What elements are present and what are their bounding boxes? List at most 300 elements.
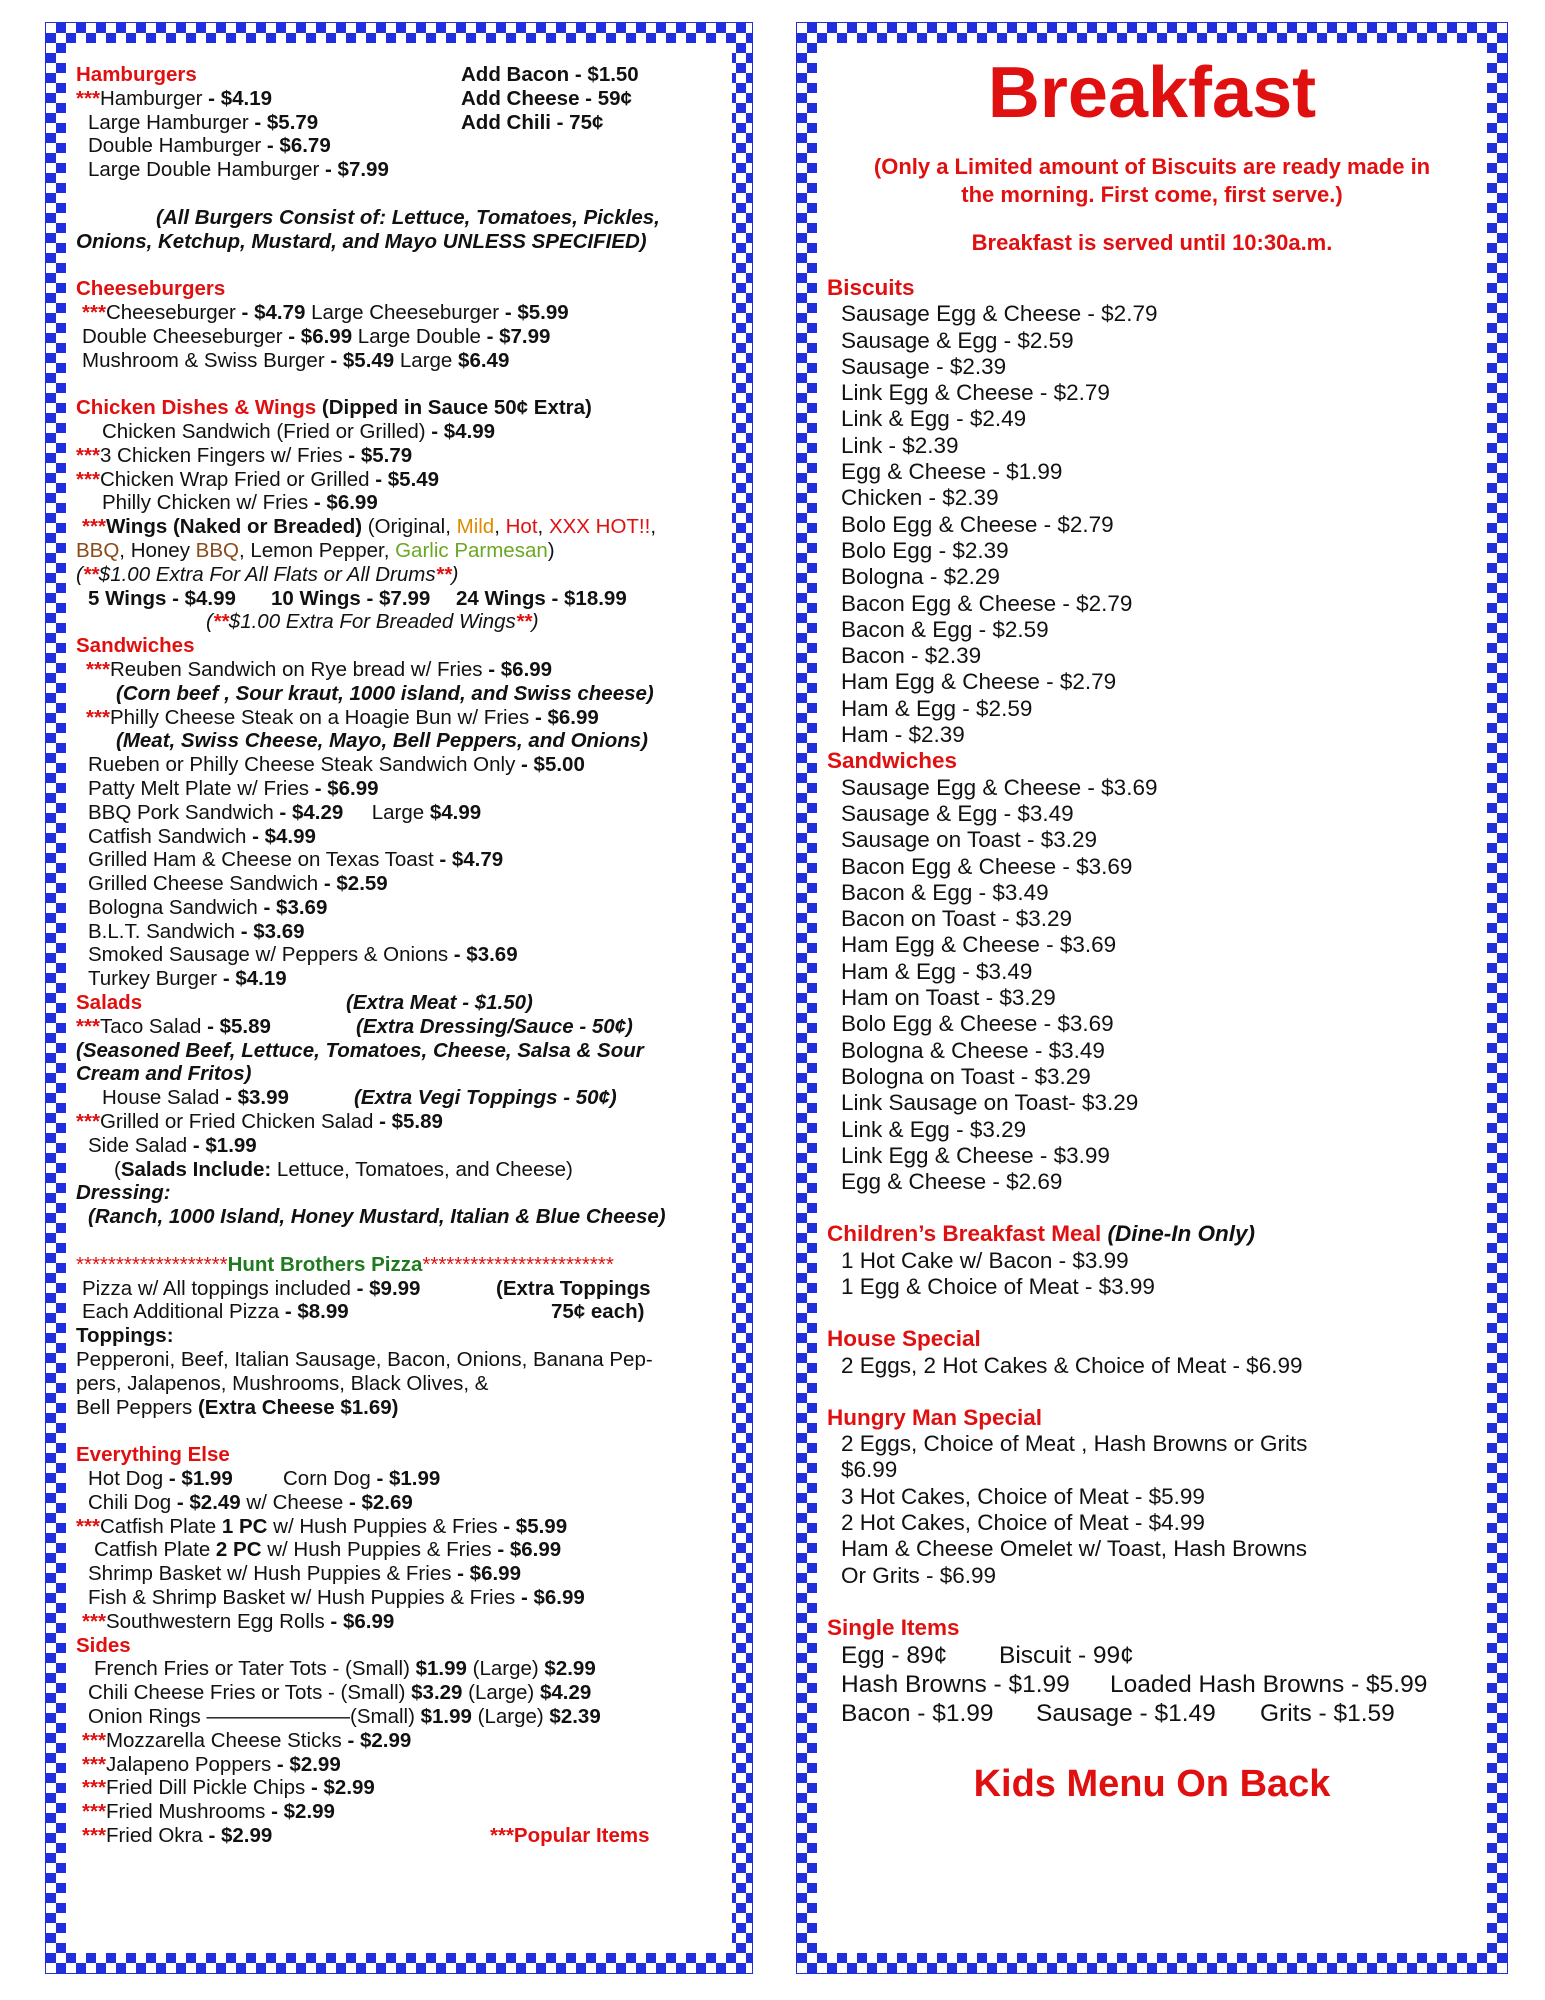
breakfast-title: Breakfast [987,53,1317,133]
menu-item: Ham & Cheese Omelet w/ Toast, Hash Browns [841,1536,1308,1562]
note-text: $1.00 Extra For All Flats or All Drums [98,562,436,586]
menu-item: Sausage Egg & Cheese - $3.69 [841,774,1158,800]
paren: ( [206,610,213,634]
burger-note: (All Burgers Consist of: Lettuce, Tomatoes, Pickles, [156,205,660,229]
kids-menu-note: Kids Menu On Back [973,1763,1331,1806]
popular-mark: *** [82,1752,106,1776]
single-items [827,1641,1477,1728]
item-price: - $4.19 [217,967,287,991]
item-price: - $6.99 [529,705,599,729]
paren: ) [531,610,539,634]
popular-mark: *** [76,1110,100,1134]
item-price: - $6.79 [261,134,331,158]
left-menu-panel [45,22,753,1974]
menu-item: 2 Eggs, 2 Hot Cakes & Choice of Meat - $6.99 [841,1352,1303,1378]
item-name: Chicken Sandwich (Fried or Grilled) [102,419,426,443]
menu-item [76,491,722,515]
item-price: - $4.99 [425,419,496,443]
menu-item: Hash Browns - $1.99 [841,1671,1070,1699]
menu-item [76,301,722,325]
item-note: (Corn beef , Sour kraut, 1000 island, and Swiss cheese) [116,681,654,705]
item-name: Mozzarella Cheese Sticks [105,1728,342,1752]
item-price: - $2.49 [171,1490,241,1514]
item-name: Chili Cheese Fries or Tots - (Small) [88,1681,412,1705]
item-price: - $5.79 [342,443,413,467]
separator: ) [547,538,555,562]
menu-item [76,1705,722,1729]
menu-item: Link - $2.39 [841,432,959,458]
menu-item: Bolo Egg & Cheese - $2.79 [841,511,1114,537]
biscuits-list [827,301,1477,748]
menu-item: Bacon & Egg - $2.59 [841,616,1049,642]
popular-mark: *** [82,1823,106,1847]
item-price: - $2.59 [318,872,388,896]
extra-toppings-note: 75¢ each) [551,1300,645,1324]
menu-item [76,1277,722,1301]
item-name: Onion Rings [88,1704,207,1728]
menu-item [76,1681,722,1705]
menu-item: Bacon Egg & Cheese - $3.69 [841,853,1133,879]
menu-item [76,1586,722,1610]
wings-flavors-line [76,539,722,563]
menu-item: Grits - $1.59 [1260,1700,1395,1728]
item-name: Philly Cheese Steak on a Hoagie Bun w/ Fries [109,705,530,729]
menu-item: 1 Egg & Choice of Meat - $3.99 [841,1273,1155,1299]
menu-item [76,1824,722,1848]
item-price: - $2.99 [265,1800,335,1824]
menu-item [76,1729,722,1753]
menu-item [76,325,722,349]
menu-item [76,896,722,920]
item-price: - $2.99 [341,1728,412,1752]
item-name: Philly Chicken w/ Fries [102,491,309,515]
item-name: Shrimp Basket w/ Hush Puppies & Fries [88,1562,452,1586]
popular-mark: *** [82,1800,106,1824]
wings-line [76,515,722,539]
item-name: Taco Salad [99,1014,202,1038]
menu-item [76,825,722,849]
item-note: Cream and Fritos) [76,1062,252,1086]
item-name: Chicken Wrap Fried or Grilled [99,467,370,491]
menu-item [76,111,722,135]
salads-include [76,1158,722,1182]
item-note: (Meat, Swiss Cheese, Mayo, Bell Peppers, and Onions) [116,729,649,753]
item-name: Double Cheeseburger [82,324,283,348]
popular-mark: *** [76,1514,100,1538]
menu-item [76,1800,722,1824]
item-name: w/ Hush Puppies & Fries [267,1514,498,1538]
extra-meat-note: (Extra Meat - $1.50) [346,991,533,1015]
note-stars: ** [435,562,452,586]
menu-item: $6.99 [841,1457,898,1483]
item-name: Cheeseburger [105,300,236,324]
item-name: Large [394,348,453,372]
item-price: $4.29 [539,1681,592,1705]
item-name: Large Cheeseburger [305,300,500,324]
item-name: Jalapeno Poppers [105,1752,272,1776]
item-name: Side Salad [88,1133,188,1157]
item-price: - $6.99 [308,491,378,515]
menu-item: Bacon & Egg - $3.49 [841,879,1049,905]
item-name: Catfish Plate [94,1538,216,1562]
paren: ( [114,1157,121,1181]
menu-item [76,1086,722,1110]
addon-item: Add Chili - 75¢ [461,110,604,134]
wings-flavors-label: (Original, [362,515,457,539]
menu-item: Link & Egg - $2.49 [841,406,1027,432]
item-name: Turkey Burger [88,967,218,991]
menu-item: Ham - $2.39 [841,722,965,748]
item-price: - $2.99 [271,1752,341,1776]
menu-item: Egg - 89¢ [841,1642,948,1670]
separator: , [537,515,549,539]
menu-item [76,1776,722,1800]
separator: , [650,515,657,539]
menu-item [76,1300,722,1324]
menu-item: Ham & Egg - $3.49 [841,958,1033,984]
dressing-label: Dressing: [76,1181,171,1205]
wings-24-price: 24 Wings - $18.99 [456,586,627,610]
burger-note: Onions, Ketchup, Mustard, and Mayo UNLESS SPECIFIED) [76,229,647,253]
popular-mark: *** [86,705,110,729]
salads-section [76,991,722,1015]
item-name: w/ Hush Puppies & Fries [261,1538,492,1562]
menu-item [76,468,722,492]
popular-mark: *** [76,1014,100,1038]
item-name: Large Hamburger [88,110,249,134]
item-name: Large Double Hamburger [88,158,320,182]
item-price: $3.29 [411,1681,463,1705]
pizza-header [76,1253,722,1277]
flavor-honey-bbq: BBQ [195,538,239,562]
addon-item: Add Cheese - 59¢ [461,86,632,110]
item-price: - $5.99 [497,1514,568,1538]
size-label: (Small) [350,1704,421,1728]
flavor-text: , Honey [119,538,196,562]
menu-item: Bacon Egg & Cheese - $2.79 [841,590,1133,616]
item-name: Chili Dog [88,1490,172,1514]
single-items-title: Single Items [827,1614,960,1640]
item-name: Hamburger [99,86,203,110]
item-name: 3 Chicken Fingers w/ Fries [99,443,343,467]
item-price: - $4.99 [246,824,316,848]
popular-mark: *** [82,1776,106,1800]
item-name: w/ Cheese [240,1490,344,1514]
breakfast-hours: Breakfast is served until 10:30a.m. [971,230,1333,255]
item-price: - $1.99 [370,1467,441,1491]
flavor-bbq: BBQ [76,538,120,562]
biscuits-title: Biscuits [827,275,915,300]
menu-item [76,920,722,944]
item-name: Fried Mushrooms [105,1800,266,1824]
item-note: (Seasoned Beef, Lettuce, Tomatoes, Cheese, Salsa & Sour [76,1038,644,1062]
addon-item: Add Bacon - $1.50 [461,63,639,86]
size-label: (Large) [471,1704,550,1728]
wings-title: Wings (Naked or Breaded) [105,515,363,539]
menu-item: Link Sausage on Toast- $3.29 [841,1090,1139,1116]
menu-item: Sausage - $2.39 [841,353,1007,379]
menu-item: 1 Hot Cake w/ Bacon - $3.99 [841,1247,1129,1273]
menu-item: Ham on Toast - $3.29 [841,985,1056,1011]
menu-item: Bologna on Toast - $3.29 [841,1063,1091,1089]
item-name: Large Double [352,324,481,348]
item-name: BBQ Pork Sandwich [88,800,274,824]
item-price: - $7.99 [319,158,389,182]
right-menu-panel [796,22,1508,1974]
menu-item: 3 Hot Cakes, Choice of Meat - $5.99 [841,1483,1205,1509]
extra-vegi-note: (Extra Vegi Toppings - 50¢) [354,1086,617,1110]
breakfast-sandwiches-title: Sandwiches [827,748,958,774]
item-name: French Fries or Tater Tots - (Small) [94,1657,416,1681]
popular-mark: *** [82,300,106,324]
chicken-title-note: (Dipped in Sauce 50¢ Extra) [316,396,592,420]
right-menu-content [817,43,1487,1953]
menu-item: Loaded Hash Browns - $5.99 [1110,1671,1428,1699]
menu-item [76,1491,722,1515]
hamburgers-title: Hamburgers [76,63,197,86]
item-price: - $5.49 [369,467,440,491]
chicken-title: Chicken Dishes & Wings [76,396,317,420]
separator: , [494,515,506,539]
item-price: - $6.99 [482,657,553,681]
item-name: Double Hamburger [88,134,262,158]
flavor-lemon-pepper: , Lemon Pepper, [238,538,396,562]
single-items-row [827,1641,1477,1670]
popular-mark: *** [82,1728,106,1752]
salads-include-label: Salads Include: [120,1157,272,1181]
dine-in-note: (Dine-In Only) [1101,1221,1256,1247]
item-price: - $6.99 [515,1586,585,1609]
item-price: - $5.89 [373,1110,443,1134]
menu-item [76,706,722,730]
item-name: Catfish Plate [99,1514,222,1538]
salads-title: Salads [76,991,143,1015]
flavor-garlic-parmesan: Garlic Parmesan [395,538,548,562]
menu-item: Bologna & Cheese - $3.49 [841,1037,1105,1063]
item-pieces: 1 PC [221,1514,268,1538]
item-name: Fish & Shrimp Basket w/ Hush Puppies & Fries [88,1586,516,1609]
item-name: Mushroom & Swiss Burger [82,348,325,372]
popular-mark: *** [76,86,100,110]
item-name: Bologna Sandwich [88,895,258,919]
flavor-xxx-hot: XXX HOT!! [548,515,651,539]
size-label: (Large) [466,1657,545,1681]
item-price: - $3.69 [448,943,518,967]
dash-leader: ——————— [206,1704,351,1728]
item-price: - $5.89 [201,1014,271,1038]
item-name: Grilled Cheese Sandwich [88,872,319,896]
note-stars: ** [82,562,99,586]
menu-item: Egg & Cheese - $1.99 [841,459,1063,485]
item-pieces: 2 PC [215,1538,262,1562]
menu-item: Sausage Egg & Cheese - $2.79 [841,301,1158,327]
menu-item: Or Grits - $6.99 [841,1562,997,1588]
menu-item: Link Egg & Cheese - $2.79 [841,380,1110,406]
menu-item: Sausage - $1.49 [1036,1700,1216,1728]
menu-item [76,87,722,111]
menu-item [76,1657,722,1681]
cheeseburgers-title: Cheeseburgers [76,277,226,301]
item-price: - $4.19 [202,86,273,110]
wings-flats-note [76,563,722,587]
menu-item [76,420,722,444]
menu-item: Biscuit - 99¢ [999,1642,1134,1670]
item-price: - $8.99 [279,1300,349,1324]
item-name: Grilled or Fried Chicken Salad [99,1110,374,1134]
paren: ) [451,562,459,586]
wings-breaded-note [76,610,722,634]
menu-item [76,1538,722,1562]
item-price: - $2.99 [202,1823,273,1847]
item-price: - $6.99 [451,1562,521,1586]
children-title: Children’s Breakfast Meal [827,1221,1102,1247]
menu-item [76,349,722,373]
toppings-text [76,1396,722,1420]
menu-item [76,1753,722,1777]
decor-stars: ************************ [422,1252,614,1276]
menu-item: Sausage & Egg - $3.49 [841,800,1074,826]
menu-item: Bacon - $1.99 [841,1700,994,1728]
menu-item: Ham Egg & Cheese - $3.69 [841,932,1117,958]
menu-item: Bologna - $2.29 [841,564,1000,590]
item-price: - $4.29 [273,800,344,824]
extra-dressing-note: (Extra Dressing/Sauce - 50¢) [356,1014,633,1038]
menu-item [76,134,722,158]
item-price: - $6.99 [282,324,353,348]
item-name: Fried Okra [105,1823,203,1847]
flavor-mild: Mild [456,515,495,539]
item-price: - $6.99 [309,776,379,800]
item-name: Fried Dill Pickle Chips [105,1776,306,1800]
menu-item [76,943,722,967]
menu-item [76,1015,722,1039]
item-price: $1.99 [415,1657,467,1681]
left-menu-content [66,43,732,1953]
everything-else-title: Everything Else [76,1443,230,1467]
item-name: Catfish Sandwich [88,824,247,848]
note-stars: ** [515,610,532,634]
children-section [827,1221,1477,1247]
item-price: - $5.00 [515,753,585,777]
item-price: - $5.49 [324,348,395,372]
item-price: - $6.99 [324,1609,395,1633]
menu-item: 2 Hot Cakes, Choice of Meat - $4.99 [841,1510,1205,1536]
biscuit-notice: (Only a Limited amount of Biscuits are ready made in [873,154,1431,179]
item-price: $2.39 [549,1704,601,1728]
wings-prices [76,587,722,611]
popular-mark: *** [86,657,110,681]
popular-items-legend: ***Popular Items [490,1823,650,1847]
menu-item: Bacon - $2.39 [841,643,982,669]
menu-item [76,967,722,991]
hungry-man-title: Hungry Man Special [827,1404,1043,1430]
single-items-row [827,1699,1477,1728]
item-name: Corn Dog [283,1467,371,1491]
menu-item: Bacon on Toast - $3.29 [841,906,1072,932]
item-price: $4.99 [424,800,482,824]
item-name: Grilled Ham & Cheese on Texas Toast [88,848,434,872]
menu-item: Chicken - $2.39 [841,485,999,511]
item-price: $6.49 [452,348,510,372]
extra-toppings-note: (Extra Toppings [496,1276,651,1300]
menu-item: Link Egg & Cheese - $3.99 [841,1142,1110,1168]
menu-item [76,1110,722,1134]
extra-cheese-note: (Extra Cheese $1.69) [197,1395,399,1419]
item-name: Hot Dog [88,1467,164,1491]
size-label: (Large) [462,1681,540,1705]
popular-mark: *** [82,1609,106,1633]
dressing-options: (Ranch, 1000 Island, Honey Mustard, Italian & Blue Cheese) [88,1205,666,1229]
single-items-row [827,1670,1477,1699]
item-price: - $4.79 [235,300,306,324]
item-name: Rueben or Philly Cheese Steak Sandwich Only [88,753,516,777]
toppings-text: Pepperoni, Beef, Italian Sausage, Bacon, Onions, Banana Pep- [76,1348,653,1372]
menu-item [76,1515,722,1539]
item-price: - $2.99 [305,1776,375,1800]
menu-item [76,753,722,777]
menu-item [76,658,722,682]
salads-include-text: Lettuce, Tomatoes, and Cheese) [271,1157,573,1181]
flavor-hot: Hot [505,515,538,539]
biscuit-notice: the morning. First come, first serve.) [961,182,1343,207]
menu-item [76,1562,722,1586]
item-price: $1.99 [420,1704,472,1728]
menu-item: Sausage on Toast - $3.29 [841,827,1098,853]
wings-10-price: 10 Wings - $7.99 [271,586,431,610]
item-name: Pizza w/ All toppings included [82,1276,351,1300]
item-price: - $5.79 [248,110,319,134]
menu-item [76,1610,722,1634]
menu-item: Egg & Cheese - $2.69 [841,1169,1063,1195]
sides-title: Sides [76,1633,131,1657]
menu-item [76,1467,722,1491]
toppings-text: pers, Jalapenos, Mushrooms, Black Olives, & [76,1371,489,1395]
item-name: Smoked Sausage w/ Peppers & Onions [88,943,449,967]
menu-item [76,777,722,801]
item-price: - $9.99 [350,1276,421,1300]
item-price: - $3.69 [257,895,328,919]
item-price: - $1.99 [163,1467,233,1491]
menu-item [76,801,722,825]
item-price: - $3.99 [219,1086,289,1110]
item-name: House Salad [102,1086,220,1110]
menu-item: Bolo Egg - $2.39 [841,537,1009,563]
popular-mark: *** [76,467,100,491]
item-price: $2.99 [544,1657,596,1681]
menu-item: 2 Eggs, Choice of Meat , Hash Browns or Grits [841,1431,1308,1457]
decor-stars: ******************* [76,1252,228,1276]
toppings-text-end: Bell Peppers [76,1395,198,1419]
house-special-title: House Special [827,1326,981,1352]
item-name: Patty Melt Plate w/ Fries [88,776,310,800]
menu-item: Sausage & Egg - $2.59 [841,327,1074,353]
breakfast-sandwiches-list [827,775,1477,1196]
item-price: - $3.69 [235,919,305,943]
menu-item: Ham Egg & Cheese - $2.79 [841,669,1117,695]
item-name: Reuben Sandwich on Rye bread w/ Fries [109,657,483,681]
menu-item [76,872,722,896]
popular-mark: *** [82,515,106,539]
hamburgers-section [76,63,722,87]
note-text: $1.00 Extra For Breaded Wings [228,610,516,634]
note-stars: ** [212,610,229,634]
sandwiches-title: Sandwiches [76,634,195,658]
item-price: - $2.69 [343,1490,413,1514]
menu-item: Ham & Egg - $2.59 [841,695,1033,721]
menu-item [76,158,722,182]
chicken-section [76,396,722,420]
item-name: Southwestern Egg Rolls [105,1609,325,1633]
